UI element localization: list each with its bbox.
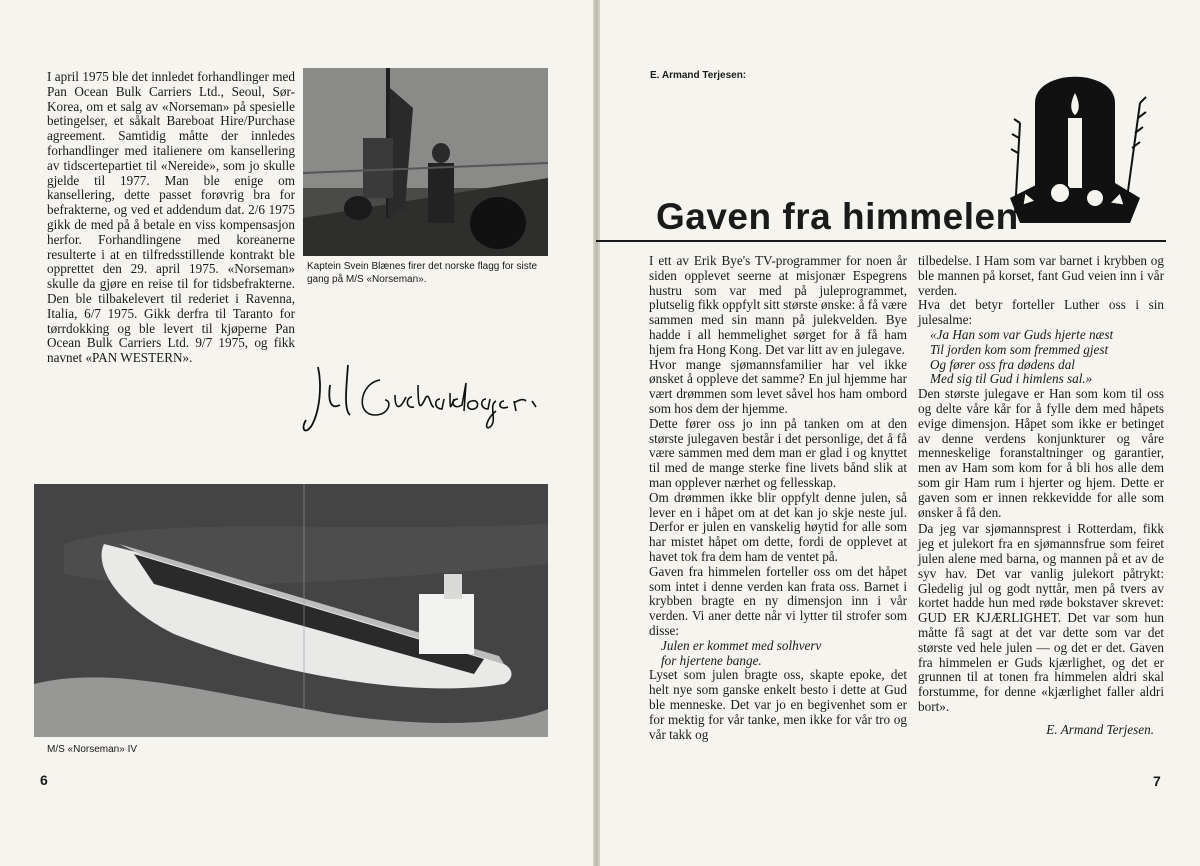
hymn-line: Og fører oss fra dødens dal [930, 356, 1075, 372]
christmas-candle-illustration [1000, 63, 1150, 233]
ship-photo-caption: M/S «Norseman» IV [47, 744, 138, 755]
paragraph: I ett av Erik Bye's TV-programmer for noen år siden opplevet seerne at misjonær Espegrens hustru som var med på juleprogrammet, plutselig fikk oppfylt sitt største ønske: å få være sammen med sin mann på julekvelden. Bye hadde i all hemmelighet sørget for å få ham hjem fra Hong Kong. Det var litt av en julegave. [649, 253, 907, 357]
paragraph: Hva det betyr forteller Luther oss i sin julesalme: [918, 297, 1164, 328]
paragraph: Hvor mange sjømannsfamilier har vel ikke ønsket å oppleve det samme? En jul hjemme har vært drømmen som levet såvel hos ham ombord som hos dem der hjemme. [649, 356, 907, 416]
paragraph: Den største julegave er Han som kom til oss og delte våre kår for å fylle dem med håpets evige dimensjon. Håpet som ikke er betinget av denne verdens konjunkturer og våre menneskelige foranstaltninger og garantier, men av Ham som kom for å bli hos alle dem som gir Ham rum i hjerter og hjem. Dette er gaven som er innen rekkevidde for alle som ønsker å få den. [918, 386, 1164, 520]
paragraph: Gaven fra himmelen forteller oss om det håpet som intet i denne verden kan frata oss. Barnet i krybben bragte en ny dimensjon inn i vår verden. Vi aner dette når vi lytter til strofer som disse: [649, 563, 907, 638]
article-headline: Gaven fra himmelen [656, 196, 1019, 237]
poem-line: for hjertene bange. [661, 652, 762, 668]
flag-lowering-photo [303, 68, 548, 256]
author-signoff: E. Armand Terjesen. [1046, 721, 1154, 737]
page-number-right: 7 [1153, 773, 1161, 789]
paragraph: Lyset som julen bragte oss, skapte epoke, det helt nye som ganske enkelt besto i dette at Gud ble menneske. Det var jo en begivenhet som er for mektig for vår tanke, men ikke for vår tro og vår takk og [649, 667, 907, 742]
page-number-left: 6 [40, 772, 48, 788]
headline-rule [596, 240, 1166, 242]
left-page [0, 0, 593, 866]
paragraph: Da jeg var sjømannsprest i Rotterdam, fikk jeg et julekort fra en sjømannsfrue som feiret julen alene med barna, og mannen på et av de syv hav. Det var vanlig julekort påtrykt: Gledelig jul og godt nyttår, men på tvers av kortet hadde hun med røde bokstaver skrevet: GUD ER KJÆRLIGHET. Det var som hun måtte få sagt at det var dette som var det største ved hele julen — og det er det. Gaven fra himmelen er Guds kjærlighet, og det er grunnen til at tonen fra himmelen aldri skal forstumme, for denne «kjærlighet faller aldri bort». [918, 521, 1164, 714]
article-column-1 [649, 254, 907, 742]
hymn-line: Med sig til Gud i himlens sal.» [930, 371, 1093, 387]
article-paragraph: I april 1975 ble det innledet forhandlinger med Pan Ocean Bulk Carriers Ltd., Seoul, Sør-Korea, om et salg av «Norseman» på spesielle betingelser, et såkalt Bareboat Hire/Purchase agreement. Samtidig måtte der innledes forhandlinger med italienere om kansellering av tidscertepartiet til «Nereide», som jo skulle gjelde til 1977. Man ble enige om kansellering, dette passet forøvrig bra for befrakterne, og ved et addendum dat. 2/6 1975 gikk de med på å betale en viss kompensasjon herfor. Forhandlingene med koreanerne resulterte i at en tilfredsstillende kontrakt ble opprettet den 29. april 1975. «Norseman» skulle da gjøre en reise til for tidsbefrakterne. Den ble tilbakelevert til rederiet i Ravenna, Italia, 6/7 1975. Gikk derfra til Taranto for tørrdokking og ble levert til kjøperne Pan Ocean Bulk Carriers Ltd. 9/7 1975, og fikk navnet «PAN WESTERN». [47, 69, 295, 366]
ship-photo [34, 484, 548, 737]
flag-photo-caption: Kaptein Svein Blænes firer det norske flagg for siste gang på M/S «Norseman». [307, 261, 538, 285]
paragraph: Dette fører oss jo inn på tanken om at den største julegaven består i det personlige, det å få være sammen med dem man er glad i og knyttet til med de mange sterke fine livets bånd slik at man opplever nærhet og fellesskap. [649, 415, 907, 490]
poem-line: Julen er kommet med solhverv [661, 637, 822, 653]
paragraph: Om drømmen ikke blir oppfylt denne julen, så lever en i håpet om at det kan jo skje neste jul. Derfor er julen en vanskelig høytid for alle som har mistet håpet om dette, fordi de opplevet at havet tok fra dem ham de ventet på. [649, 489, 907, 564]
poem-quote [649, 639, 907, 669]
hymn-line: «Ja Han som var Guds hjerte næst [930, 326, 1114, 342]
hymn-line: Til jorden kom som fremmed gjest [930, 341, 1109, 357]
byline: E. Armand Terjesen: [650, 70, 747, 81]
left-article-text [47, 70, 295, 366]
book-spine [593, 0, 600, 866]
paragraph: tilbedelse. I Ham som var barnet i krybben og ble mannen på korset, fant Gud veien inn i vår verden. [918, 253, 1164, 298]
handwritten-signature [300, 355, 550, 445]
article-column-2 [918, 254, 1164, 738]
hymn-quote [918, 328, 1164, 387]
